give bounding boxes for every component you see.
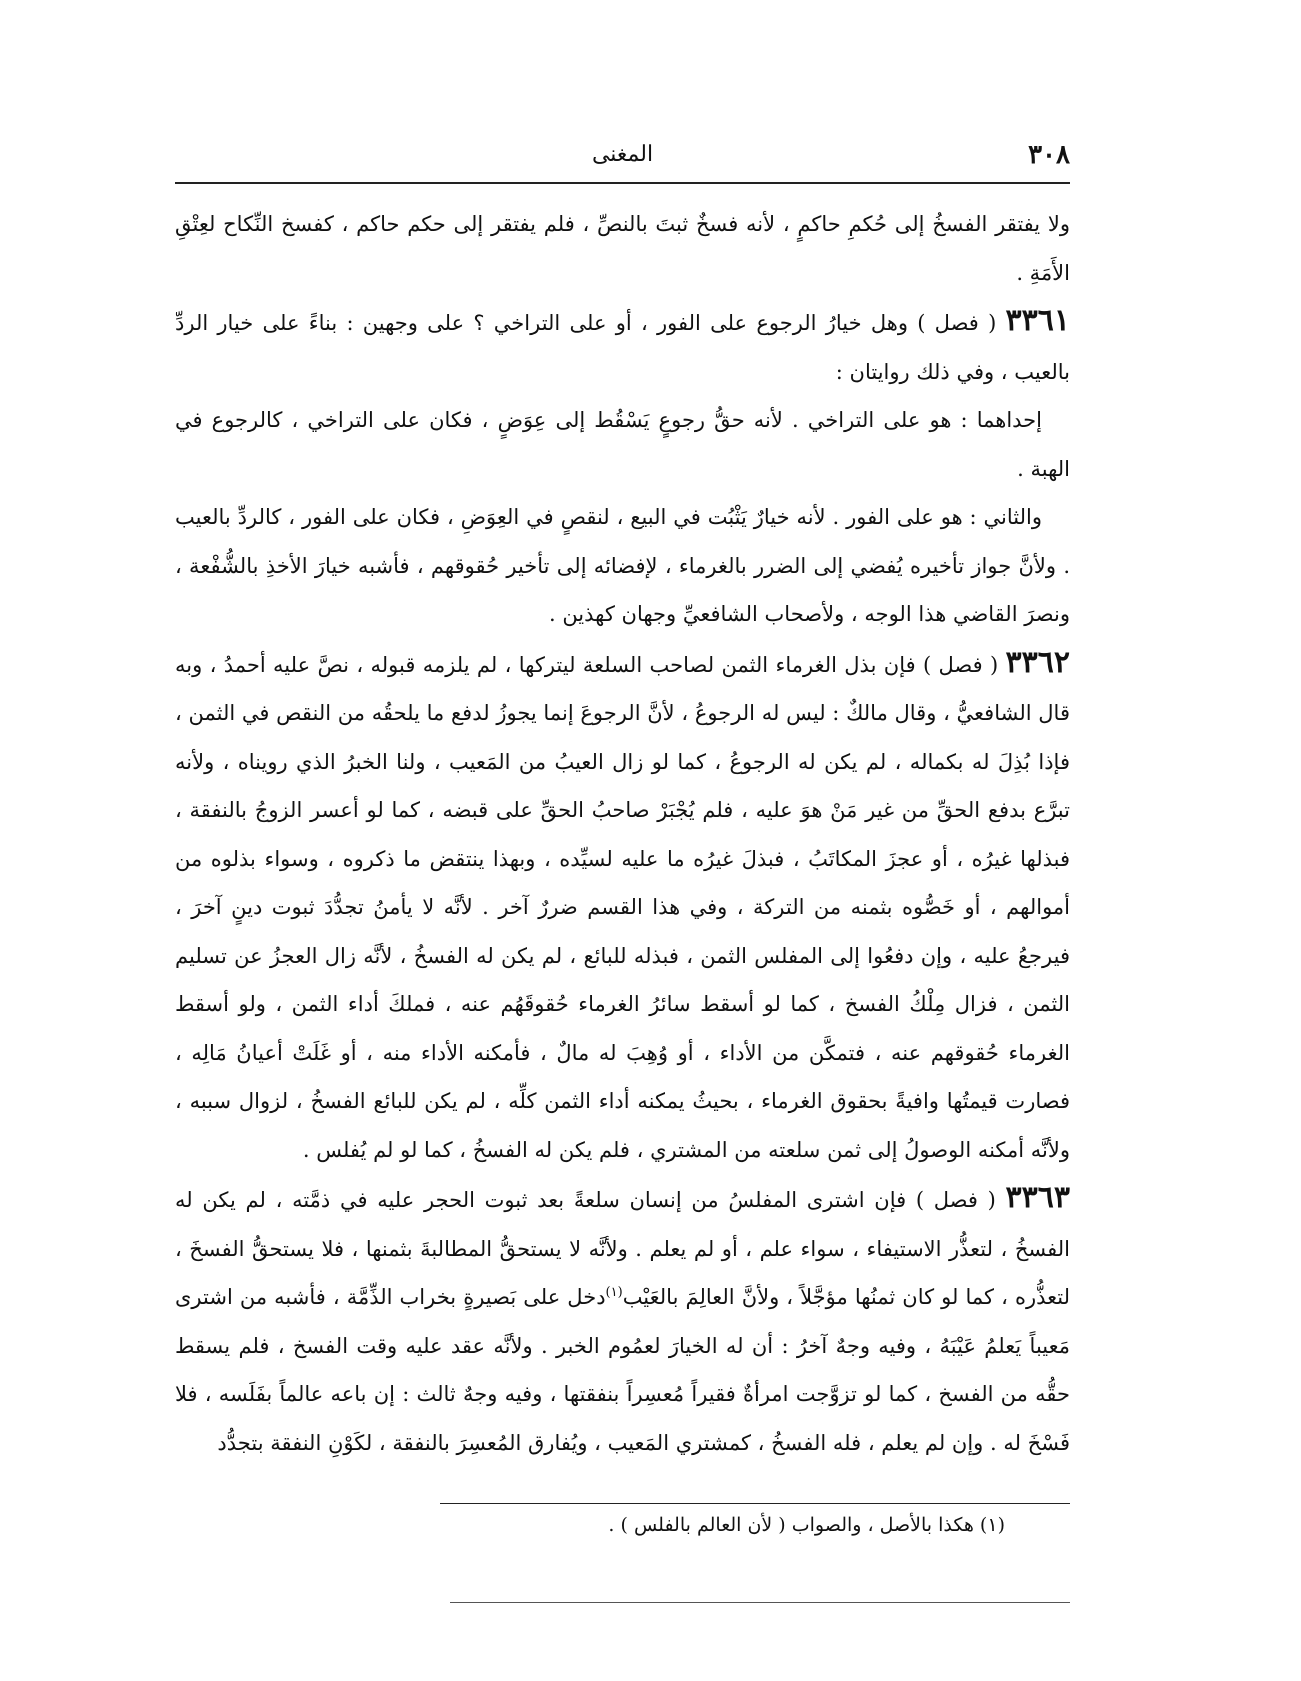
paragraph-text: ( فصل ) فإن بذل الغرماء الثمن لصاحب السلعة ليتركها ، لم يلزمه قبوله ، نصَّ عليه أحمدُ ، وبه قال الشافعيُّ ، وقال مالكٌ : ليس له الرجوعُ ، لأنَّ الرجوعَ إنما يجوزُ لدفع ما يلحقُه من النقص في الثمن ، فإذا بُذِلَ له بكماله ، لم يكن له الرجوعُ ، كما لو زال العيبُ من المَعيب ، ولنا الخبرُ الذي رويناه ، ولأنه تبرَّع بدفع الحقِّ من غير مَنْ هوَ عليه ، فلم يُجْبَرْ صاحبُ الحقِّ على قبضه ، كما لو أعسر الزوجُ بالنفقة ، فبذلها غيرُه ، أو عجزَ المكاتَبُ ، فبذلَ غيرُه ما عليه لسيِّده ، وبهذا ينتقض ما ذكروه ، وسواء بذلوه من أموالهم ، أو خَصُّوه بثمنه من التركة ، وفي هذا القسم ضررٌ آخر . لأنَّه لا يأمنُ تجدُّدَ ثبوت دينٍ آخرَ ، فيرجعُ عليه ، وإن دفعُوا إلى المفلس الثمن ، فبذله للبائع ، لم يكن له الفسخُ ، لأنَّه زال العجزُ عن تسليم الثمن ، فزال مِلْكُ الفسخ ، كما لو أسقط سائرُ الغرماء حُقوقَهُم عنه ، فملكَ أداء الثمن ، ولو أسقط الغرماء حُقوقهم عنه ، فتمكَّن من الأداء ، أو وُهِبَ له مالٌ ، فأمكنه الأداء منه ، أو غَلَتْ أعيانُ مَالِه ، فصارت قيمتُها وافيةً بحقوق الغرماء ، بحيثُ يمكنه أداء الثمن كلِّه ، لم يكن للبائع الفسخُ ، لزوال سببه ، ولأنَّه أمكنه الوصولُ إلى ثمن سلعته من المشتري ، فلم يكن له الفسخُ ، كما لو لم يُفلس . bbox=[175, 652, 1070, 1162]
paragraph-text: والثاني : هو على الفور . لأنه خيارٌ يَثْبُت في البيع ، لنقصٍ في العِوَضِ ، فكان على الفور ، كالردِّ بالعيب . ولأنَّ جواز تأخيره يُفضي إلى الضرر بالغرماء ، لإفضائه إلى تأخير حُقوقهم ، فأشبه خيارَ الأخذِ بالشُّفْعة ، ونصرَ القاضي هذا الوجه ، ولأصحاب الشافعيِّ وجهان كهذين . bbox=[175, 505, 1070, 626]
paragraph-text: ( فصل ) فإن اشترى المفلسُ من إنسان سلعةً بعد ثبوت الحجر عليه في ذمَّته ، لم يكن له الفسخُ ، لتعذُّر الاستيفاء ، سواء علم ، أو لم يعلم . ولأنَّه لا يستحقُّ المطالبةَ بثمنها ، فلا يستحقُّ الفسخَ ، لتعذُّره ، كما لو كان ثمنُها مؤجَّلاً ، ولأنَّ العالِمَ بالعَيْب bbox=[175, 1188, 1070, 1309]
footnote-reference: (١) bbox=[605, 1285, 623, 1300]
paragraph-text: إحداهما : هو على التراخي . لأنه حقُّ رجوعٍ يَسْقُط إلى عِوَضٍ ، فكان على التراخي ، كالرجوع في الهبة . bbox=[175, 408, 1070, 481]
paragraph-text: ولا يفتقر الفسخُ إلى حُكمِ حاكمٍ ، لأنه فسخٌ ثبتَ بالنصِّ ، فلم يفتقر إلى حكم حاكم ، كفسخ النِّكاح لعِتْقِ الأَمَةِ . bbox=[175, 212, 1070, 285]
header-divider bbox=[175, 182, 1070, 184]
paragraph-second-narration bbox=[175, 493, 1070, 639]
section-number: ٣٣٦١ bbox=[1005, 303, 1070, 338]
paragraph-text-continued: دخل على بَصيرةٍ بخراب الذِّمَّة ، فأشبه من اشترى مَعيباً يَعلمُ عَيْبَهُ ، وفيه وجهٌ آخرُ : أن له الخيارَ لعمُوم الخبر . ولأنَّه عقد عليه وقت الفسخ ، فلم يسقط حقُّه من الفسخ ، كما لو تزوَّجت امرأةٌ فقيراً مُعسِراً بنفقتها ، وفيه وجهٌ ثالث : إن باعه عالماً بفَلَسه ، فلا فَسْخَ له . وإن لم يعلم ، فله الفسخُ ، كمشتري المَعيب ، ويُفارق المُعسِرَ بالنفقة ، لكَوْنِ النفقة بتجدُّد bbox=[175, 1285, 1070, 1455]
page-number: ٣٠٨ bbox=[1028, 140, 1070, 170]
paragraph-section-3363 bbox=[175, 1174, 1070, 1467]
paragraph-section-3361 bbox=[175, 297, 1070, 396]
body-text bbox=[175, 200, 1070, 1467]
section-number: ٣٣٦٣ bbox=[1005, 1180, 1070, 1215]
paragraph-text: ( فصل ) وهل خيارُ الرجوع على الفور ، أو على التراخي ؟ على وجهين : بناءً على خيار الردِّ بالعيب ، وفي ذلك روايتان : bbox=[175, 311, 1070, 384]
footnote-text: (١) هكذا بالأصل ، والصواب ( لأن العالم بالفلس ) . bbox=[608, 1514, 1005, 1536]
paragraph-first-narration bbox=[175, 396, 1070, 493]
page-bottom-rule bbox=[450, 1602, 1070, 1603]
paragraph-continuation bbox=[175, 200, 1070, 297]
footnote bbox=[175, 1510, 1005, 1540]
book-title: المغنى bbox=[591, 142, 654, 167]
section-number: ٣٣٦٢ bbox=[1005, 644, 1070, 680]
page-header bbox=[175, 140, 1070, 180]
paragraph-section-3362 bbox=[175, 639, 1070, 1175]
footnote-divider bbox=[440, 1503, 1070, 1504]
